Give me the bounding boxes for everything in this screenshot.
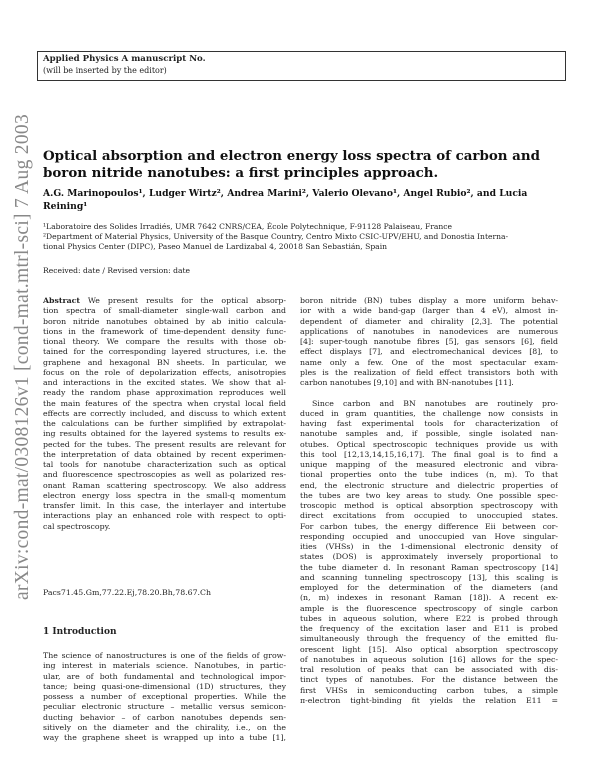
text-line: [43, 317, 286, 327]
section-heading: 1 Introduction: [43, 627, 117, 637]
text-line: [43, 327, 286, 337]
text-line: [300, 419, 558, 429]
text-line: [300, 347, 558, 357]
text-line: [43, 358, 286, 368]
line-text: and fluorescence spectroscopies as well as polarized res-: [43, 470, 286, 480]
text-line: [300, 306, 558, 316]
text-line: [300, 429, 558, 439]
line-text: tal tools for nanotube characterization such as optical: [43, 460, 286, 469]
line-text: boron nitride (BN) tubes display a more uniform behav-: [300, 296, 558, 305]
text-line: [300, 368, 558, 378]
text-line: [300, 665, 558, 675]
text-line: [300, 542, 558, 552]
line-text: ing results obtained for the layered systems to results ex-: [43, 429, 286, 439]
line-text: ples is the realization of field effect transistors both with: [300, 367, 558, 377]
arxiv-identifier: arXiv:cond-mat/0308126v1 [cond-mat.mtrl-sci] 7 Aug 2003: [12, 113, 33, 601]
affiliation-line: ²Department of Material Physics, University of the Basque Country, Centro Mixto CSIC-UPV/EHU, and Donostia Interna-: [43, 232, 509, 242]
line-text: tral resolution of peaks that can be associated with dis-: [300, 665, 558, 674]
line-text: direct excitations from occupied to unoccupied states.: [300, 511, 558, 521]
text-line: [300, 450, 558, 460]
text-line: [43, 388, 286, 398]
text-line: [43, 481, 286, 491]
text-line: [300, 532, 558, 542]
line-text: transfer limit. In this case, the interlayer and intertube: [43, 501, 286, 510]
text-line: [300, 296, 558, 306]
line-text: effect displays [7], and electromechanical devices [8], to: [300, 347, 558, 357]
line-text: states (DOS) is approximately inversely proportional to: [300, 552, 558, 562]
manuscript-header-box: [37, 51, 566, 81]
text-line: [300, 686, 558, 696]
line-text: possess a number of exceptional properties. While the: [43, 692, 286, 701]
text-line: [43, 450, 286, 460]
text-line: [300, 624, 558, 634]
line-text: tance; being quasi-one-dimensional (1D) structures, they: [43, 681, 286, 691]
text-line: [300, 460, 558, 470]
line-text: the calculations can be further simplified by extrapolat-: [43, 419, 286, 428]
text-line: [43, 347, 286, 357]
line-text: name only a few. One of the most spectacular exam-: [300, 357, 558, 367]
paper-title: Optical absorption and electron energy loss spectra of carbon and boron nitride nanotubes: a first principles approach.: [43, 148, 540, 181]
line-text: unique mapping of the measured electronic and vibra-: [300, 460, 558, 469]
line-text: We present results for the optical absorp-: [87, 296, 286, 305]
text-line: [300, 358, 558, 368]
author-list: [43, 188, 563, 213]
line-text: boron nitride nanotubes obtained by ab initio calcula-: [43, 316, 286, 326]
text-line: [43, 501, 286, 511]
line-text: otubes. Optical spectroscopic techniques provide us with: [300, 439, 558, 449]
text-line: [300, 501, 558, 511]
text-line: [300, 470, 558, 480]
text-line: [43, 470, 286, 480]
text-line: [43, 733, 286, 743]
text-line: [300, 655, 558, 665]
text-line: [43, 651, 286, 661]
line-text: the main features of the spectra when crystal local field: [43, 398, 286, 408]
line-text: employed for the determination of the diameters (and: [300, 583, 558, 592]
line-text: having fast experimental tools for characterization of: [300, 419, 558, 428]
text-line: [43, 511, 286, 521]
line-text: ior with a wide band-gap (larger than 4 eV), almost in-: [300, 306, 558, 316]
text-line: [43, 337, 286, 347]
text-line: [43, 399, 286, 409]
line-text: the interpretation of data obtained by recent experimen-: [43, 449, 286, 459]
text-line: [43, 713, 286, 723]
text-line: [300, 696, 558, 706]
text-line: [43, 661, 286, 671]
text-line: [300, 378, 558, 388]
line-text: tion spectra of small-diameter single-wall carbon and: [43, 306, 286, 316]
line-text: way the graphene sheet is wrapped up into a tube [1],: [43, 733, 286, 742]
text-line: [43, 378, 286, 388]
text-line: [300, 614, 558, 624]
line-text: first VHSs in semiconducting carbon tubes, a simple: [300, 685, 558, 695]
text-line: [300, 511, 558, 521]
text-line: [300, 593, 558, 603]
line-text: sitively on the diameter and the chirality, i.e., on the: [43, 722, 286, 732]
text-line: [300, 409, 558, 419]
line-text: ular, are of both fundamental and technological impor-: [43, 671, 286, 681]
text-line: [300, 675, 558, 685]
paragraph-gap: [300, 388, 558, 398]
text-line: [300, 563, 558, 573]
line-text: tained for the corresponding layered structures, i.e. the: [43, 347, 286, 357]
line-text: responding occupied and unoccupied van Hove singular-: [300, 531, 558, 541]
line-text: peculiar electronic structure – metallic versus semicon-: [43, 702, 286, 712]
text-line: [300, 481, 558, 491]
text-line: [300, 634, 558, 644]
line-text: applications of nanotubes in nanodevices are numerous: [300, 326, 558, 336]
line-text: orescent light [15]. Also optical absorption spectroscopy: [300, 644, 558, 654]
text-line: [43, 368, 286, 378]
line-text: and scanning tunneling spectroscopy [13], this scaling is: [300, 572, 558, 582]
text-line: [300, 317, 558, 327]
text-line: [43, 419, 286, 429]
line-text: For carbon tubes, the energy difference Eii between cor-: [300, 521, 558, 531]
line-text: of nanotubes in aqueous solution [16] allows for the spec-: [300, 654, 558, 664]
text-line: [43, 460, 286, 470]
line-text: troscopic method is optical absorption spectroscopy with: [300, 501, 558, 510]
pacs-codes: Pacs71.45.Gm,77.22.Ej,78.20.Bh,78.67.Ch: [43, 588, 212, 597]
line-text: nanotube samples and, if possible, single isolated nan-: [300, 429, 558, 439]
line-text: Since carbon and BN nanotubes are routinely pro-: [312, 398, 558, 408]
affiliation-line: tional Physics Center (DIPC), Paseo Manuel de Lardizabal 4, 20018 San Sebastián, Spain: [43, 242, 388, 252]
journal-name: Applied Physics A manuscript No.: [43, 54, 206, 64]
text-line: [43, 409, 286, 419]
abstract-label: Abstract: [43, 296, 81, 305]
author-line: Reining¹: [43, 200, 88, 212]
line-text: ities (VHSs) in the 1-dimensional electronic density of: [300, 542, 558, 551]
line-text: dependent of diameter and chirality [2,3]. The potential: [300, 316, 558, 326]
line-text: duced in gram quantities, the challenge now consists in: [300, 408, 558, 418]
received-date: Received: date / Revised version: date: [43, 266, 191, 275]
editor-note: (will be inserted by the editor): [43, 66, 167, 75]
line-text: [4]: super-tough nanotube fibres [5], gas sensors [6], field: [300, 337, 558, 346]
line-text: tubes in aqueous solution, where E22 is probed through: [300, 613, 558, 623]
line-text: π-electron tight-binding fit yields the relation E11 =: [300, 695, 558, 705]
line-text: interactions play an enhanced role with respect to opti-: [43, 511, 286, 521]
text-line: [300, 552, 558, 562]
text-line: [300, 645, 558, 655]
text-line: [43, 682, 286, 692]
line-text: and interactions in the excited states. We show that al-: [43, 378, 286, 387]
line-text: pected for the tubes. The present results are relevant for: [43, 439, 286, 449]
text-line: [300, 604, 558, 614]
text-line: [43, 672, 286, 682]
affiliation-line: ¹Laboratoire des Solides Irradiés, UMR 7642 CNRS/CEA, École Polytechnique, F-91128 Palaiseau, France: [43, 222, 453, 231]
text-line: [43, 491, 286, 501]
affiliations: [43, 222, 568, 253]
text-line: [43, 296, 286, 306]
text-line: [43, 440, 286, 450]
text-line: [300, 440, 558, 450]
line-text: (n, m) indexes in resonant Raman [18]). A recent ex-: [300, 593, 558, 603]
line-text: tional theory. We compare the results with those ob-: [43, 337, 286, 346]
line-text: ample is the fluorescence spectroscopy of single carbon: [300, 603, 558, 613]
line-text: the frequency of the excitation laser and E11 is probed: [300, 624, 558, 633]
introduction-text: [43, 651, 286, 743]
line-text: The science of nanostructures is one of the fields of grow-: [43, 651, 286, 660]
line-text: this tool [12,13,14,15,16,17]. The final goal is to find a: [300, 449, 558, 459]
text-line: [300, 337, 558, 347]
line-text: cal spectroscopy.: [43, 521, 111, 531]
line-text: end, the electronic structure and dielectric properties of: [300, 480, 558, 490]
text-line: [43, 522, 286, 532]
line-text: the tube diameter d. In resonant Raman spectroscopy [14]: [300, 562, 558, 572]
arxiv-sidebar: [8, 113, 38, 601]
line-text: tions in the framework of time-dependent density func-: [43, 326, 286, 336]
line-text: electron energy loss spectra in the small-q momentum: [43, 490, 286, 500]
text-line: [43, 692, 286, 702]
line-text: onant Raman scattering spectroscopy. We also address: [43, 480, 286, 490]
line-text: carbon nanotubes [9,10] and with BN-nanotubes [11].: [300, 378, 514, 387]
line-text: the tubes are two key areas to study. One possible spec-: [300, 490, 558, 500]
line-text: ing interest in materials science. Nanotubes, in partic-: [43, 661, 286, 671]
text-line: [300, 399, 558, 409]
line-text: ready the random phase approximation reproduces well: [43, 388, 286, 398]
text-line: [300, 327, 558, 337]
text-line: [300, 491, 558, 501]
line-text: tional properties onto the tube indices (n, m). To that: [300, 470, 558, 480]
text-line: [300, 573, 558, 583]
line-text: ducting behavior – of carbon nanotubes depends sen-: [43, 712, 286, 722]
text-line: [300, 583, 558, 593]
line-text: tinct types of nanotubes. For the distance between the: [300, 675, 558, 685]
text-line: [300, 522, 558, 532]
text-line: [43, 723, 286, 733]
author-line: A.G. Marinopoulos¹, Ludger Wirtz², Andrea Marini², Valerio Olevano¹, Angel Rubio², and Lucia: [43, 188, 528, 199]
line-text: graphene and hexagonal BN sheets. In particular, we: [43, 357, 286, 367]
right-column-text: [300, 296, 558, 706]
text-line: [43, 429, 286, 439]
line-text: effects are correctly included, and discuss to which extent: [43, 408, 286, 418]
line-text: simultaneously through the frequency of the emitted flu-: [300, 634, 558, 644]
text-line: [43, 702, 286, 712]
abstract: [43, 296, 286, 532]
line-text: focus on the role of depolarization effects, anisotropies: [43, 367, 286, 377]
text-line: [43, 306, 286, 316]
